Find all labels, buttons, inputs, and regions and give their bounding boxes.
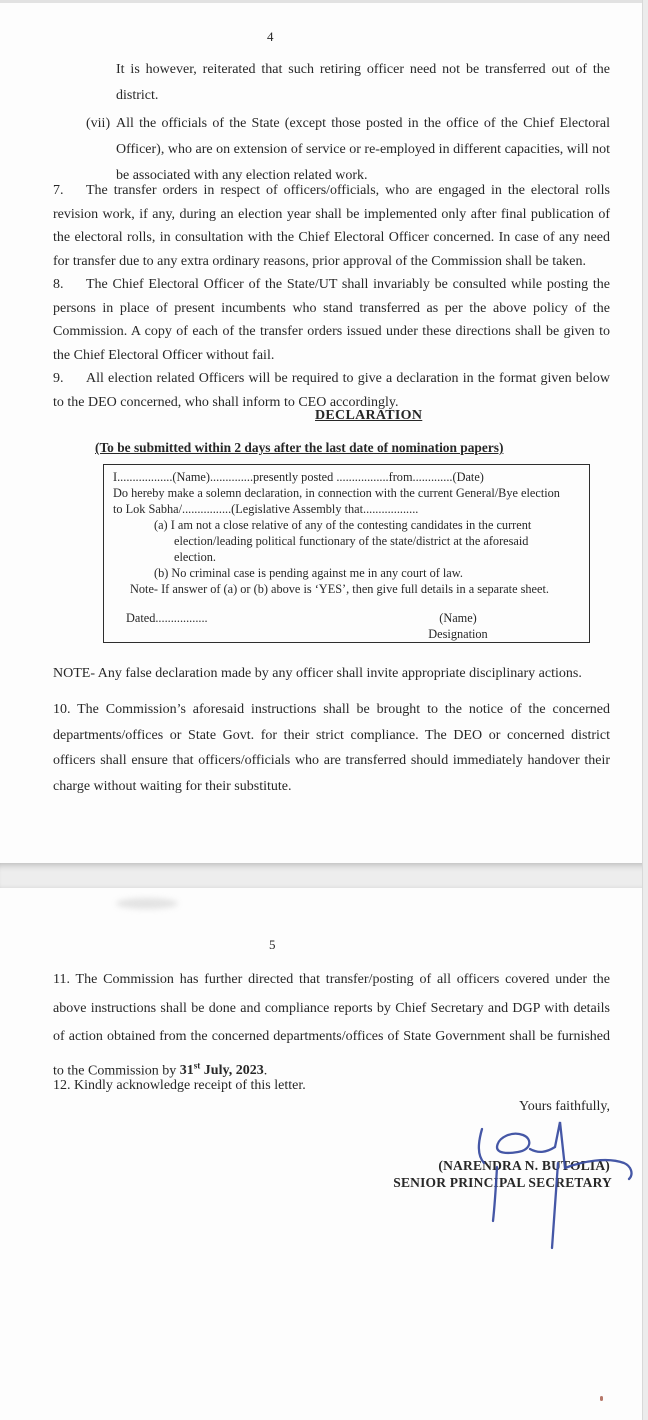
paragraph-7-text: The transfer orders in respect of officers/officials, who are engaged in the electoral rolls revision work, if any, during an election year shall be implemented only after final publication of the electoral rolls, in consultation with the Chief Electoral Officer concerned. In case of any need for transfer due to any extra ordinary reasons, prior approval of the Commission shall be taken. <box>53 183 610 269</box>
scan-ink-speck <box>600 1396 603 1401</box>
deadline-day: 31 <box>179 1063 194 1079</box>
item-vii <box>86 111 610 189</box>
paragraph-8-text: The Chief Electoral Officer of the State/UT shall invariably be consulted while posting the persons in place of present incumbents who stand transferred as per the above policy of the Commission. A copy of each of the transfer orders issued under these directions shall be given to the Chief Electoral Officer without fail. <box>53 277 610 363</box>
scan-right-edge <box>642 0 648 1420</box>
closing-salutation: Yours faithfully, <box>518 1099 610 1114</box>
paragraph-10: 10. The Commission’s aforesaid instructions shall be brought to the notice of the concerned departments/offices or State Govt. for their strict compliance. The DEO or concerned district officers shall ensure that officers/officials who are transferred should immediately handover their charge without waiting for their substitute. <box>53 702 610 794</box>
page-gap <box>0 863 648 888</box>
page-number: 5 <box>269 937 276 952</box>
declaration-line-3: to Lok Sabha/................(Legislative Assembly that.................. <box>113 502 419 516</box>
paragraph-7-number: 7. <box>53 183 64 198</box>
deadline-month-year: July, 2023 <box>200 1063 264 1079</box>
scan-top-edge <box>0 0 648 3</box>
signature-block-placeholder <box>403 610 513 642</box>
declaration-line-1: I..................(Name)..............presently posted .................from.............(Date) <box>113 470 484 484</box>
paragraph-9-text: All election related Officers will be required to give a declaration in the format given below to the DEO concerned, who shall inform to CEO accordingly. <box>53 371 610 410</box>
page-5 <box>0 888 642 1420</box>
page-number: 4 <box>267 29 274 44</box>
paragraph-7 <box>53 179 610 273</box>
paragraph-12: 12. Kindly acknowledge receipt of this letter. <box>53 1078 306 1093</box>
paragraph-8-number: 8. <box>53 277 64 292</box>
declaration-box-note: Note- If answer of (a) or (b) above is ‘YES’, then give full details in a separate sheet. <box>130 582 549 596</box>
declaration-line-2: Do hereby make a solemn declaration, in connection with the current General/Bye election <box>113 486 560 500</box>
item-vii-label: (vii) <box>86 116 111 131</box>
item-vii-text: All the officials of the State (except those posted in the office of the Chief Electoral Officer), who are on extension of service or re-employed in different capacities, will not be associated with any election related work. <box>116 116 610 183</box>
declaration-form-box <box>103 464 590 643</box>
item-vi-continuation-text: It is however, reiterated that such retiring officer need not be transferred out of the district. <box>116 62 610 103</box>
name-placeholder: (Name) <box>439 611 477 625</box>
declaration-item-a: (a) I am not a close relative of any of the contesting candidates in the current <box>154 518 532 532</box>
page-4 <box>0 3 642 863</box>
paragraph-8 <box>53 273 610 367</box>
paragraph-11-period: . <box>263 1063 268 1079</box>
dated-field: Dated................. <box>126 611 208 625</box>
item-vi-continuation <box>116 57 610 109</box>
declaration-subheading: (To be submitted within 2 days after the last date of nomination papers) <box>95 440 504 455</box>
note-disciplinary: NOTE- Any false declaration made by any officer shall invite appropriate disciplinary actions. <box>53 666 582 681</box>
declaration-item-a-cont: election/leading political functionary of the state/district at the aforesaid <box>174 534 529 548</box>
paragraph-9 <box>53 367 610 414</box>
paragraph-9-number: 9. <box>53 371 64 386</box>
paragraph-11 <box>53 966 610 1086</box>
declaration-item-b: (b) No criminal case is pending against me in any court of law. <box>154 566 463 580</box>
paragraph-11-text: 11. The Commission has further directed that transfer/posting of all officers covered under the above instructions shall be done and compliance reports by Chief Secretary and DGP with details of action obtained from the concerned departments/offices of State Government shall be furnished to the Commission by <box>53 972 610 1079</box>
scan-smudge <box>116 898 178 909</box>
deadline-ordinal: st <box>193 1060 201 1071</box>
deadline-date <box>179 1060 264 1079</box>
declaration-dated-row <box>113 610 583 641</box>
signatory-title: SENIOR PRINCIPAL SECRETARY <box>393 1175 612 1190</box>
signatory-name: (NARENDRA N. BUTOLIA) <box>438 1158 610 1173</box>
declaration-heading: DECLARATION <box>315 408 423 423</box>
designation-placeholder: Designation <box>428 627 488 641</box>
declaration-item-a-end: election. <box>174 550 216 564</box>
